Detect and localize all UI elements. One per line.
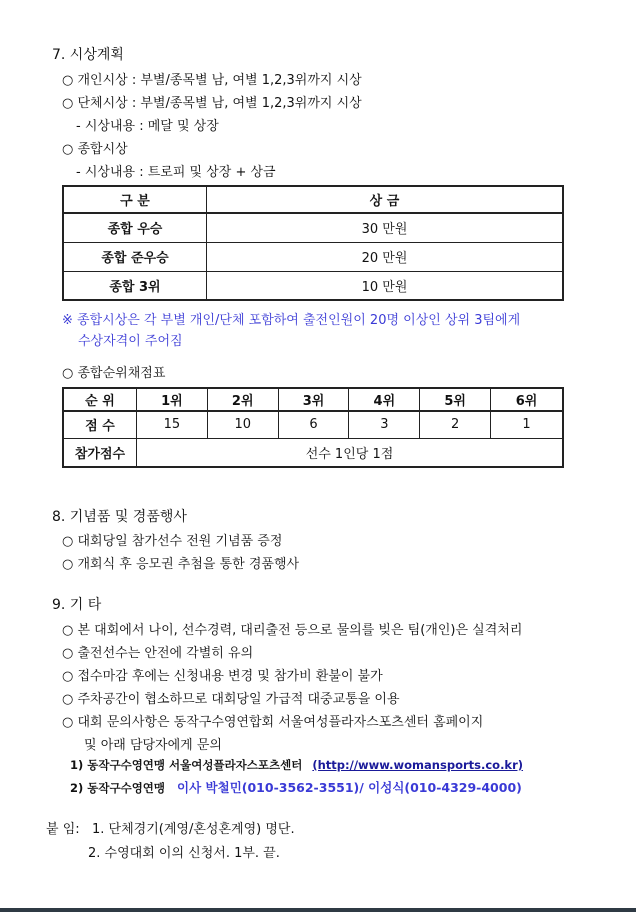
attach-label: 붙 임:	[46, 822, 80, 837]
participation-header: 참가점수	[63, 438, 137, 467]
score-cell: 10	[207, 411, 278, 438]
section-8-heading: 8. 기념품 및 경품행사	[52, 509, 187, 525]
prize-row-value: 20 만원	[207, 242, 564, 271]
misc-item: ○ 대회 문의사항은 동작구수영연합회 서울여성플라자스포츠센터 홈페이지	[62, 715, 484, 730]
prize-header-category: 구 분	[63, 186, 207, 213]
score-cell: 15	[137, 411, 208, 438]
rank-header: 순 위	[63, 388, 137, 411]
contact-2-people: 이사 박철민(010-3562-3551)/ 이성식(010-4329-4000)	[177, 780, 522, 795]
score-cell: 3	[349, 411, 420, 438]
rank-cell: 3위	[278, 388, 349, 411]
contact-2	[70, 778, 522, 796]
rank-cell: 6위	[491, 388, 563, 411]
misc-item: ○ 본 대회에서 나이, 선수경력, 대리출전 등으로 물의를 빚은 팀(개인)은 실격처리	[62, 623, 523, 638]
overall-award-note-cont: 수상자격이 주어짐	[78, 334, 183, 349]
contact-1-label: 1) 동작구수영연맹 서울여성플라자스포츠센터	[70, 758, 303, 772]
misc-item: ○ 접수마감 후에는 신청내용 변경 및 참가비 환불이 불가	[62, 669, 383, 684]
rank-cell: 4위	[349, 388, 420, 411]
score-cell: 1	[491, 411, 563, 438]
section-9-heading: 9. 기 타	[52, 597, 102, 613]
contact-2-label: 2) 동작구수영연맹	[70, 781, 166, 795]
prize-row-value: 30 만원	[207, 213, 564, 242]
award-overall-detail: - 시상내용 : 트로피 및 상장 + 상금	[76, 165, 276, 180]
misc-item: ○ 주차공간이 협소하므로 대회당일 가급적 대중교통을 이용	[62, 692, 400, 707]
prize-row-label: 종합 3위	[63, 271, 207, 300]
attach-item: 1. 단체경기(계영/혼성혼계영) 명단.	[92, 822, 295, 837]
participation-value: 선수 1인당 1점	[137, 438, 564, 467]
prize-row-label: 종합 우승	[63, 213, 207, 242]
score-cell: 2	[420, 411, 491, 438]
prize-row-label: 종합 준우승	[63, 242, 207, 271]
lottery-item: ○ 개회식 후 응모권 추첨을 통한 경품행사	[62, 557, 300, 572]
award-team-detail: - 시상내용 : 메달 및 상장	[76, 119, 219, 134]
misc-item: ○ 출전선수는 안전에 각별히 유의	[62, 646, 254, 661]
score-header: 점 수	[63, 411, 137, 438]
award-individual: ○ 개인시상 : 부별/종목별 남, 여별 1,2,3위까지 시상	[62, 73, 362, 88]
rank-cell: 5위	[420, 388, 491, 411]
misc-item-cont: 및 아래 담당자에게 문의	[84, 738, 222, 753]
score-cell: 6	[278, 411, 349, 438]
score-table-title: ○ 종합순위채점표	[62, 366, 166, 381]
souvenir-item: ○ 대회당일 참가선수 전원 기념품 증정	[62, 534, 283, 549]
rank-cell: 2위	[207, 388, 278, 411]
attach-item: 2. 수영대회 이의 신청서. 1부. 끝.	[88, 846, 280, 861]
award-team: ○ 단체시상 : 부별/종목별 남, 여별 1,2,3위까지 시상	[62, 96, 362, 111]
prize-header-amount: 상 금	[207, 186, 564, 213]
score-table	[62, 387, 564, 468]
rank-cell: 1위	[137, 388, 208, 411]
prize-table	[62, 185, 564, 301]
prize-row-value: 10 만원	[207, 271, 564, 300]
contact-1	[70, 757, 523, 773]
section-7-heading: 7. 시상계획	[52, 47, 124, 63]
award-overall: ○ 종합시상	[62, 142, 128, 157]
homepage-link[interactable]: (http://www.womansports.co.kr)	[312, 758, 524, 772]
overall-award-note: ※ 종합시상은 각 부별 개인/단체 포함하여 출전인원이 20명 이상인 상위 3팀에게	[62, 313, 521, 328]
bottom-bar	[0, 908, 636, 912]
